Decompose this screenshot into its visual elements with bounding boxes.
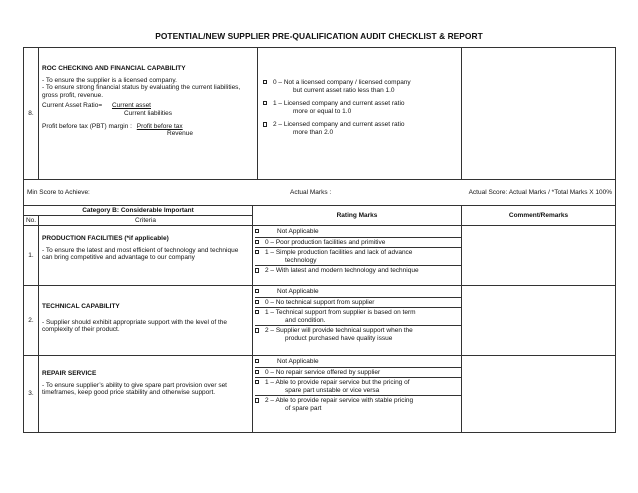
criteria-row-3 bbox=[24, 356, 616, 433]
comment-header: Comment/Remarks bbox=[462, 206, 616, 226]
checkbox-icon[interactable] bbox=[255, 300, 259, 304]
criteria-description: - To ensure the supplier is a licensed company. bbox=[42, 76, 177, 84]
score-cell bbox=[24, 180, 616, 206]
criteria-title: TECHNICAL CAPABILITY bbox=[42, 303, 120, 310]
rating-option-2[interactable]: 2 – Able to provide repair service with stable pricing of spare part bbox=[255, 396, 461, 413]
row-number: 2. bbox=[24, 286, 39, 356]
criteria-cell bbox=[39, 356, 253, 433]
formula-denominator: Revenue bbox=[167, 130, 194, 138]
criteria-cell bbox=[39, 226, 253, 286]
criteria-header: Criteria bbox=[39, 216, 253, 226]
formula-numerator: Current asset bbox=[111, 102, 151, 110]
formula-label: Current Asset Ratio= bbox=[42, 102, 103, 110]
comment-cell[interactable] bbox=[462, 286, 616, 356]
criteria-title: ROC CHECKING AND FINANCIAL CAPABILITY bbox=[42, 65, 186, 72]
pbt-formula bbox=[42, 123, 254, 131]
rating-option-1[interactable]: 1 – Able to provide repair service but the pricing of spare part unstable or vice versa bbox=[255, 378, 461, 396]
checkbox-icon[interactable] bbox=[263, 122, 267, 126]
actual-score-label: Actual Score: Actual Marks / *Total Marks X 100% bbox=[468, 189, 613, 196]
row-number: 1. bbox=[24, 226, 39, 286]
rating-cell bbox=[253, 286, 462, 356]
checkbox-icon[interactable] bbox=[263, 101, 267, 105]
rating-option-1[interactable]: 1 – Licensed company and current asset ratio more or equal to 1.0 bbox=[263, 100, 461, 115]
formula-label: Profit before tax (PBT) margin : bbox=[42, 122, 132, 130]
checkbox-icon[interactable] bbox=[255, 250, 259, 254]
checkbox-icon[interactable] bbox=[255, 370, 259, 374]
formula-numerator: Profit before tax bbox=[136, 122, 183, 130]
checkbox-icon[interactable] bbox=[263, 80, 267, 84]
checkbox-icon[interactable] bbox=[255, 359, 259, 363]
roc-row bbox=[24, 48, 616, 180]
checkbox-icon[interactable] bbox=[255, 289, 259, 293]
rating-option-0[interactable]: 0 – Poor production facilities and primitive bbox=[255, 238, 461, 249]
checkbox-icon[interactable] bbox=[255, 398, 259, 402]
rating-header: Rating Marks bbox=[253, 206, 462, 226]
rating-option-2[interactable]: 2 – Supplier will provide technical support when the product purchased have quality issue bbox=[255, 326, 461, 343]
rating-cell bbox=[258, 48, 462, 180]
comment-cell[interactable] bbox=[462, 226, 616, 286]
row-number: 8. bbox=[24, 48, 39, 180]
formula-denominator: Current liabilities bbox=[124, 109, 173, 117]
criteria-description: - To ensure strong financial status by evaluating the current liabilities, gross profit, revenue. bbox=[42, 84, 241, 99]
score-row bbox=[24, 180, 616, 206]
criteria-title: PRODUCTION FACILITIES (*if applicable) bbox=[42, 235, 169, 242]
comment-cell[interactable] bbox=[462, 48, 616, 180]
checkbox-icon[interactable] bbox=[255, 229, 259, 233]
category-header: Category B: Considerable Important bbox=[24, 206, 253, 216]
min-score-label: Min Score to Achieve: bbox=[27, 189, 90, 196]
no-header: No. bbox=[24, 216, 39, 226]
rating-option-0[interactable]: 0 – No technical support from supplier bbox=[255, 298, 461, 309]
criteria-cell bbox=[39, 286, 253, 356]
criteria-title: REPAIR SERVICE bbox=[42, 370, 97, 377]
checkbox-icon[interactable] bbox=[255, 310, 259, 314]
rating-option-na[interactable]: Not Applicable bbox=[255, 287, 461, 298]
rating-option-na[interactable]: Not Applicable bbox=[255, 227, 461, 238]
actual-marks-label: Actual Marks : bbox=[290, 189, 332, 196]
checkbox-icon[interactable] bbox=[255, 380, 259, 384]
criteria-row-2 bbox=[24, 286, 616, 356]
rating-option-1[interactable]: 1 – Simple production facilities and lack of advance technology bbox=[255, 248, 461, 266]
comment-cell[interactable] bbox=[462, 356, 616, 433]
row-number: 3. bbox=[24, 356, 39, 433]
document-title: POTENTIAL/NEW SUPPLIER PRE-QUALIFICATION AUDIT CHECKLIST & REPORT bbox=[155, 31, 483, 41]
current-ratio-formula bbox=[42, 102, 254, 110]
criteria-description: - To ensure the latest and most efficient of technology and technique can bring competitive and advantage to our company bbox=[42, 246, 239, 262]
checkbox-icon[interactable] bbox=[255, 268, 259, 272]
rating-option-0[interactable]: 0 – Not a licensed company / licensed company but current asset ratio less than 1.0 bbox=[263, 79, 461, 94]
checkbox-icon[interactable] bbox=[255, 328, 259, 332]
rating-cell bbox=[253, 356, 462, 433]
rating-option-0[interactable]: 0 – No repair service offered by supplier bbox=[255, 368, 461, 379]
checkbox-icon[interactable] bbox=[255, 240, 259, 244]
category-header-row bbox=[24, 206, 616, 216]
rating-option-2[interactable]: 2 – With latest and modern technology and technique bbox=[255, 266, 461, 276]
rating-cell bbox=[253, 226, 462, 286]
checklist-table bbox=[23, 47, 616, 433]
criteria-cell bbox=[39, 48, 258, 180]
criteria-row-1 bbox=[24, 226, 616, 286]
rating-option-2[interactable]: 2 – Licensed company and current asset ratio more than 2.0 bbox=[263, 121, 461, 136]
criteria-description: - To ensure supplier’s ability to give spare part provision over set timeframes, keep good price stability and otherwise support. bbox=[42, 381, 227, 397]
rating-option-1[interactable]: 1 – Technical support from supplier is based on term and condition. bbox=[255, 308, 461, 326]
rating-option-na[interactable]: Not Applicable bbox=[255, 357, 461, 368]
criteria-description: - Supplier should exhibit appropriate support with the level of the complexity of their product. bbox=[42, 318, 227, 334]
